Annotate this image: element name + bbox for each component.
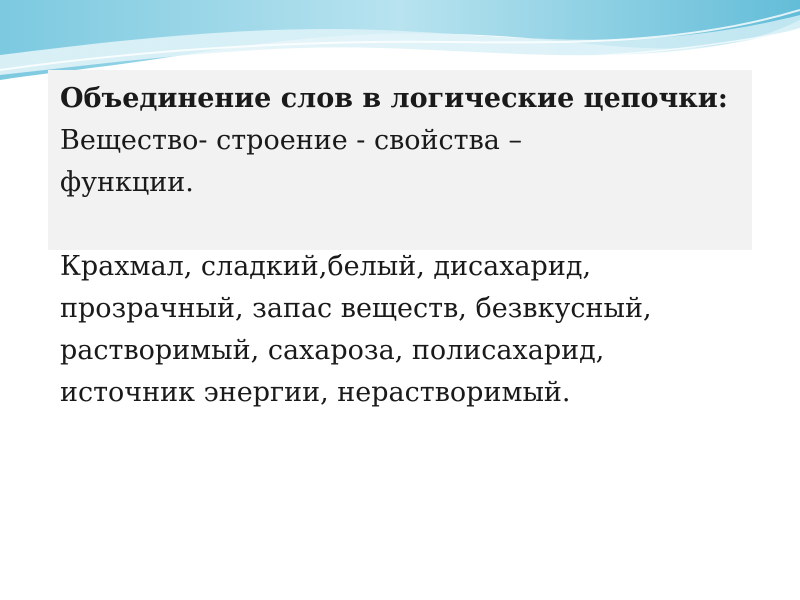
chain-line-2: функции. bbox=[60, 167, 194, 198]
words-line-3: растворимый, сахароза, полисахарид, bbox=[60, 335, 605, 366]
words-line-1: Крахмал, сладкий,белый, дисахарид, bbox=[60, 251, 592, 282]
slide-text-block bbox=[60, 78, 744, 414]
words-line-4: источник энергии, нерастворимый. bbox=[60, 377, 571, 408]
spacer bbox=[60, 204, 744, 246]
words-line-2: прозрачный, запас веществ, безвкусный, bbox=[60, 293, 652, 324]
chain-line-1: Вещество- строение - свойства – bbox=[60, 125, 522, 156]
slide-heading: Объединение слов в логические цепочки: bbox=[60, 83, 728, 114]
